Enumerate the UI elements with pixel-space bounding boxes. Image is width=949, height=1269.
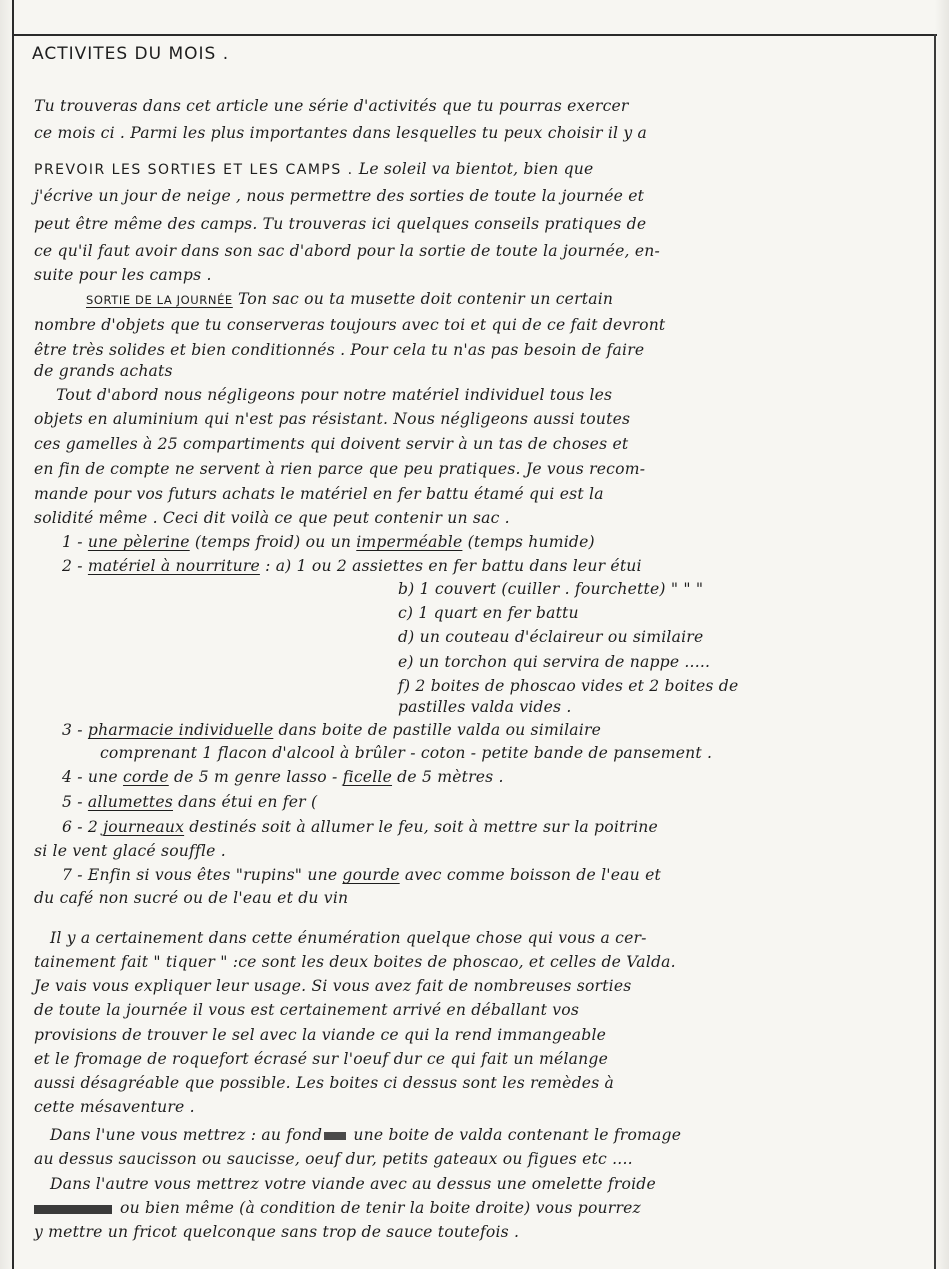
item-2-sub-f-cont: pastilles valda vides . xyxy=(398,698,572,716)
sortie-text: Ton sac ou ta musette doit contenir un certain xyxy=(232,290,614,308)
item-1: 1 - une pèlerine (temps froid) ou un imperméable (temps humide) xyxy=(62,533,595,551)
sortie-line-10: solidité même . Ceci dit voilà ce que peut contenir un sac . xyxy=(34,509,510,527)
item-2-sub-b: b) 1 couvert (cuiller . fourchette) " " " xyxy=(398,580,704,598)
sortie-line-3: être très solides et bien conditionnés . Pour cela tu n'as pas besoin de faire xyxy=(34,341,645,359)
crossed-out-words xyxy=(34,1205,112,1214)
prevoir-line-3: peut être même des camps. Tu trouveras ici quelques conseils pratiques de xyxy=(34,215,647,233)
page-border-top xyxy=(12,34,937,36)
prevoir-line-2: j'écrive un jour de neige , nous permettre des sorties de toute la journée et xyxy=(34,187,645,205)
crossed-out-word xyxy=(324,1132,346,1140)
closing-line-1: Il y a certainement dans cette énumération quelque chose qui vous a cer- xyxy=(50,929,647,947)
page-title: ACTIVITES DU MOIS . xyxy=(32,44,230,64)
prevoir-title: PREVOIR LES SORTIES ET LES CAMPS . xyxy=(34,162,354,178)
item-6-cont: si le vent glacé souffle . xyxy=(34,842,226,860)
closing-line-11: Dans l'autre vous mettrez votre viande avec au dessus une omelette froide xyxy=(50,1175,656,1193)
prevoir-line-4: ce qu'il faut avoir dans son sac d'abord pour la sortie de toute la journée, en- xyxy=(34,242,660,260)
closing-line-3: Je vais vous expliquer leur usage. Si vous avez fait de nombreuses sorties xyxy=(34,977,632,995)
closing-line-6: et le fromage de roquefort écrasé sur l'oeuf dur ce qui fait un mélange xyxy=(34,1050,609,1068)
closing-line-5: provisions de trouver le sel avec la viande ce qui la rend immangeable xyxy=(34,1026,607,1044)
closing-line-13: y mettre un fricot quelconque sans trop de sauce toutefois . xyxy=(34,1223,520,1241)
item-2-sub-f: f) 2 boites de phoscao vides et 2 boites de xyxy=(398,677,739,695)
item-2-sub-d: d) un couteau d'éclaireur ou similaire xyxy=(398,628,704,646)
item-2: 2 - matériel à nourriture : a) 1 ou 2 assiettes en fer battu dans leur étui xyxy=(62,557,642,575)
sortie-line-5: Tout d'abord nous négligeons pour notre matériel individuel tous les xyxy=(56,386,613,404)
closing-line-9: Dans l'une vous mettrez : au fond une boite de valda contenant le fromage xyxy=(50,1126,682,1144)
item-5: 5 - allumettes dans étui en fer ( xyxy=(62,793,318,811)
item-7: 7 - Enfin si vous êtes "rupins" une gourde avec comme boisson de l'eau et xyxy=(62,866,661,884)
item-2-sub-c: c) 1 quart en fer battu xyxy=(398,604,579,622)
sortie-line-4: de grands achats xyxy=(34,362,173,380)
prevoir-line-5: suite pour les camps . xyxy=(34,266,212,284)
page-border-right xyxy=(934,34,936,1269)
item-3-cont: comprenant 1 flacon d'alcool à brûler - coton - petite bande de pansement . xyxy=(100,744,713,762)
prevoir-line-1 xyxy=(34,160,593,178)
item-3: 3 - pharmacie individuelle dans boite de pastille valda ou similaire xyxy=(62,721,602,739)
intro-line-1: Tu trouveras dans cet article une série d'activités que tu pourras exercer xyxy=(34,97,629,115)
sortie-line-2: nombre d'objets que tu conserveras toujours avec toi et qui de ce fait devront xyxy=(34,316,666,334)
item-6: 6 - 2 journeaux destinés soit à allumer le feu, soit à mettre sur la poitrine xyxy=(62,818,658,836)
item-7-cont: du café non sucré ou de l'eau et du vin xyxy=(34,889,349,907)
page-border-left xyxy=(12,0,14,1269)
sortie-line-9: mande pour vos futurs achats le matériel en fer battu étamé qui est la xyxy=(34,485,604,503)
prevoir-text: Le soleil va bientot, bien que xyxy=(353,160,594,178)
closing-line-8: cette mésaventure . xyxy=(34,1098,195,1116)
intro-line-2: ce mois ci . Parmi les plus importantes dans lesquelles tu peux choisir il y a xyxy=(34,124,648,142)
sortie-line-6: objets en aluminium qui n'est pas résistant. Nous négligeons aussi toutes xyxy=(34,410,631,428)
sortie-line-8: en fin de compte ne servent à rien parce que peu pratiques. Je vous recom- xyxy=(34,460,646,478)
closing-line-4: de toute la journée il vous est certainement arrivé en déballant vos xyxy=(34,1001,580,1019)
sortie-line-7: ces gamelles à 25 compartiments qui doivent servir à un tas de choses et xyxy=(34,435,629,453)
closing-line-7: aussi désagréable que possible. Les boites ci dessus sont les remèdes à xyxy=(34,1074,615,1092)
closing-line-12: ou bien même (à condition de tenir la boite droite) vous pourrez xyxy=(34,1199,641,1217)
closing-line-10: au dessus saucisson ou saucisse, oeuf dur, petits gateaux ou figues etc .... xyxy=(34,1150,633,1168)
sortie-title: SORTIE DE LA JOURNÉE xyxy=(86,293,233,307)
item-4: 4 - une corde de 5 m genre lasso - ficelle de 5 mètres . xyxy=(62,768,504,786)
closing-line-2: tainement fait " tiquer " :ce sont les deux boites de phoscao, et celles de Valda. xyxy=(34,953,676,971)
sortie-line-1 xyxy=(86,290,613,308)
item-2-sub-e: e) un torchon qui servira de nappe ..... xyxy=(398,653,711,671)
